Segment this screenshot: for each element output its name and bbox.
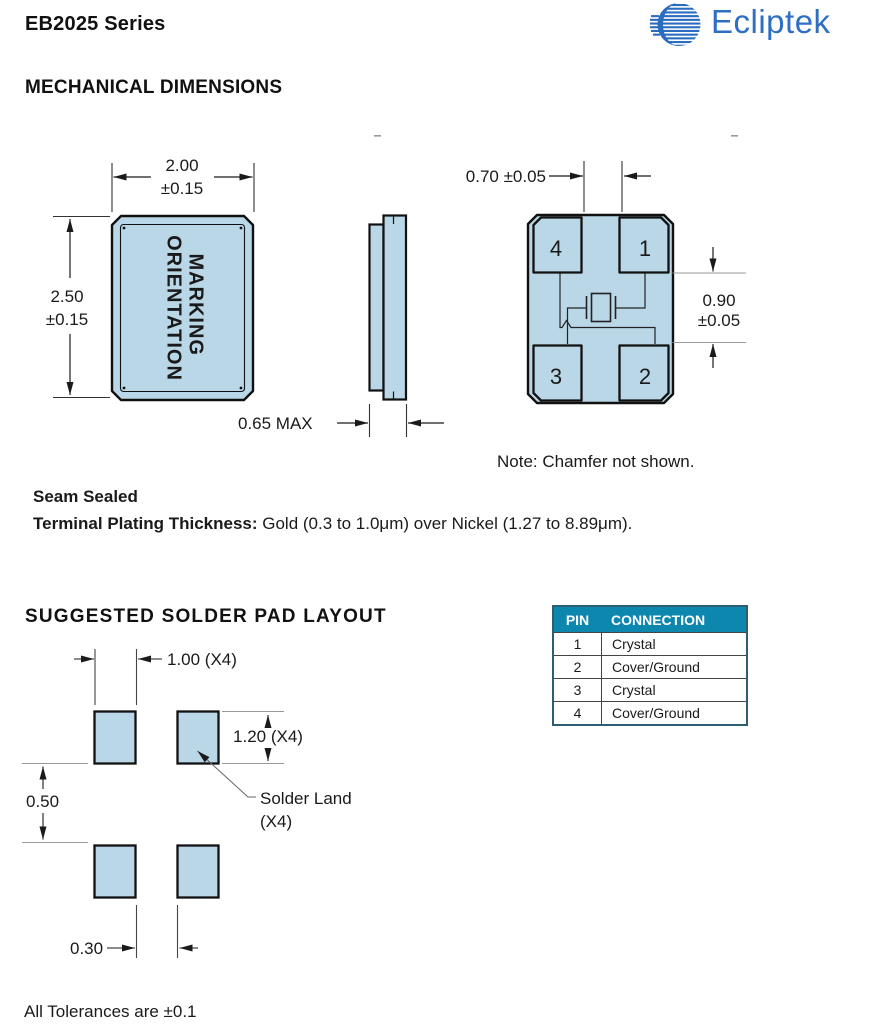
dim-pad-height-tolerance: ±0.05 bbox=[697, 311, 741, 330]
dim-pad-gap: 0.70 ±0.05 bbox=[465, 167, 546, 186]
solder-land-top-right bbox=[178, 712, 219, 764]
tolerance-note: All Tolerances are ±0.1 bbox=[24, 1002, 197, 1021]
thickness-extension-lines bbox=[370, 404, 407, 437]
side-view-lid bbox=[370, 225, 384, 391]
col-gap-extension-lines bbox=[137, 905, 178, 958]
top-view-drawing bbox=[46, 156, 254, 400]
table-row bbox=[554, 678, 746, 701]
stray-dash-left bbox=[374, 135, 381, 137]
ecliptek-globe-icon bbox=[650, 1, 706, 49]
dim-thickness: 0.65 MAX bbox=[238, 414, 313, 433]
dim-pad-height-value: 0.90 bbox=[702, 291, 736, 310]
side-view-base bbox=[384, 216, 407, 400]
marking-line2: ORIENTATION bbox=[162, 235, 185, 381]
pad-1-number: 1 bbox=[638, 236, 652, 261]
dim-width-tolerance: ±0.15 bbox=[160, 179, 204, 198]
pin-number: 4 bbox=[554, 702, 602, 724]
solder-land-label-line2: (X4) bbox=[260, 812, 293, 831]
pin-connection: Crystal bbox=[612, 682, 656, 698]
section-solder-pad-layout: SUGGESTED SOLDER PAD LAYOUT bbox=[25, 606, 387, 627]
dim-land-height: 1.20 (X4) bbox=[233, 727, 303, 746]
section-mechanical-dimensions: MECHANICAL DIMENSIONS bbox=[25, 77, 283, 98]
dim-height-tolerance: ±0.15 bbox=[45, 310, 89, 329]
terminal-plating-label: Terminal Plating Thickness: bbox=[33, 514, 258, 533]
land-width-extension-lines bbox=[95, 649, 137, 705]
pad-2-number: 2 bbox=[638, 364, 652, 389]
pad-4-number: 4 bbox=[549, 236, 563, 261]
page-title: EB2025 Series bbox=[25, 13, 166, 35]
pad-3-number: 3 bbox=[549, 364, 563, 389]
pin-table-header-connection: CONNECTION bbox=[611, 611, 706, 628]
marking-line1: MARKING bbox=[184, 253, 207, 356]
pin-connection: Crystal bbox=[612, 636, 656, 652]
terminal-plating-value: Gold (0.3 to 1.0μm) over Nickel (1.27 to 8.89μm). bbox=[257, 514, 633, 533]
height-extension-lines bbox=[53, 217, 110, 398]
chamfer-note: Note: Chamfer not shown. bbox=[497, 452, 695, 471]
table-row bbox=[554, 701, 746, 724]
pin-number: 2 bbox=[554, 656, 602, 678]
pin-connection-table bbox=[552, 605, 748, 726]
table-row bbox=[554, 632, 746, 655]
seam-corner-dot bbox=[123, 387, 126, 390]
marking-orientation-label bbox=[163, 235, 207, 381]
table-row bbox=[554, 655, 746, 678]
solder-land-bottom-right bbox=[178, 846, 219, 898]
gap-extension-lines bbox=[584, 161, 622, 212]
stray-dash-right bbox=[731, 135, 738, 137]
dim-height-value: 2.50 bbox=[50, 287, 84, 306]
solder-land-label-line1: Solder Land bbox=[260, 789, 352, 808]
pin-connection: Cover/Ground bbox=[612, 705, 700, 721]
pin-number: 3 bbox=[554, 679, 602, 701]
dim-row-gap: 0.50 bbox=[26, 792, 60, 811]
pin-table-header-pin: PIN bbox=[565, 611, 590, 628]
dim-land-width: 1.00 (X4) bbox=[167, 650, 237, 669]
pin-table-header-row bbox=[554, 607, 746, 632]
dim-width-value: 2.00 bbox=[165, 156, 199, 175]
terminal-plating-line bbox=[33, 514, 632, 534]
side-view-drawing bbox=[238, 216, 444, 438]
seam-corner-dot bbox=[240, 227, 243, 230]
pin-connection: Cover/Ground bbox=[612, 659, 700, 675]
solder-pad-layout-drawing bbox=[22, 649, 352, 958]
dim-col-gap: 0.30 bbox=[70, 939, 104, 958]
bottom-view-drawing bbox=[466, 161, 746, 403]
pin-number: 1 bbox=[554, 633, 602, 655]
seam-corner-dot bbox=[123, 227, 126, 230]
seam-corner-dot bbox=[240, 387, 243, 390]
seam-sealed-label: Seam Sealed bbox=[33, 487, 138, 506]
solder-land-bottom-left bbox=[95, 846, 136, 898]
crystal-symbol bbox=[592, 294, 611, 322]
solder-land-top-left bbox=[95, 712, 136, 764]
ecliptek-logo-text: Ecliptek bbox=[711, 3, 831, 40]
